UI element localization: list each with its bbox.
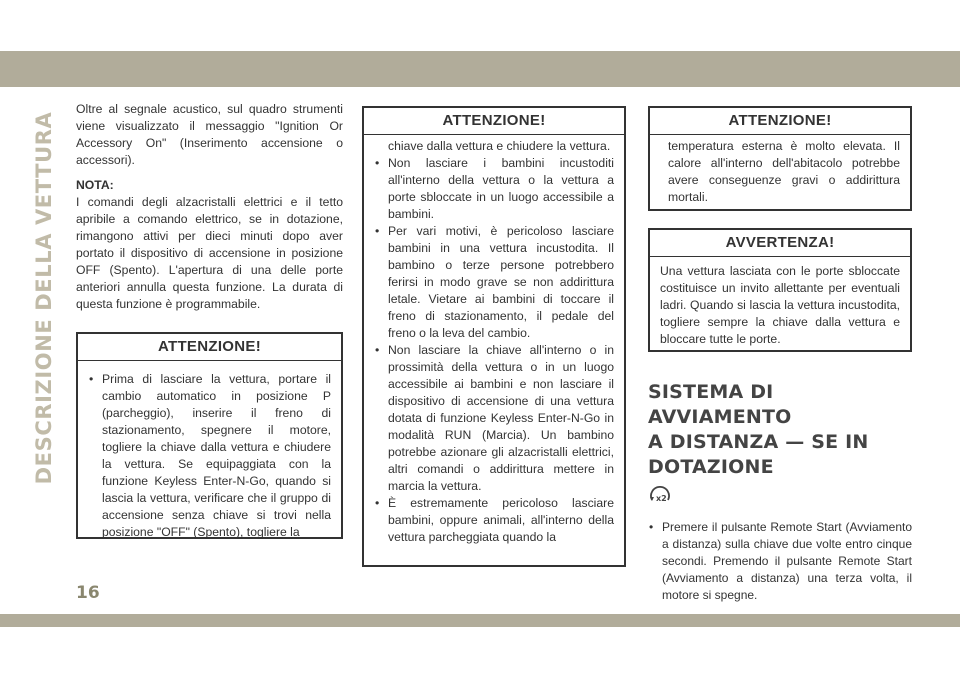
warning-box-left	[76, 332, 343, 539]
warning-item: • Prima di lasciare la vettura, portare il cambio automatico in posizione P (parcheggio), inserire il freno di stazionamento, spegnere il motore, togliere la chiave dalla vettura e chiudere la vettura. Se equipaggiata con la funzione Keyless Enter-N-Go, quando si lascia la vettura, verificare che il gruppo di accensione senza chiave si trovi nella posizione "OFF" (Spento), togliere la	[88, 371, 331, 541]
remote-start-instruction: • Premere il pulsante Remote Start (Avviamento a distanza) sulla chiave due volte entro cinque secondi. Premendo il pulsante Remote Start (Avviamento a distanza) una terza volta, il motore si spegne.	[648, 519, 912, 604]
warning-box-right	[648, 106, 912, 211]
svg-text:x2: x2	[656, 494, 667, 503]
section-title-line: DOTAZIONE	[648, 456, 774, 478]
chapter-title: DESCRIZIONE DELLA VETTURA	[32, 111, 56, 485]
note-paragraph: I comandi degli alzacristalli elettrici e il tetto apribile a comando elettrico, se in dotazione, rimangono attivi per dieci minuti dopo aver portato il dispositivo di accensione in posizione OFF (Spento). L'apertura di una delle porte anteriori annulla questa funzione. La durata di questa funzione è programmabile.	[76, 195, 343, 311]
section-title-line: SISTEMA DI AVVIAMENTO	[648, 381, 792, 428]
warning-item: • Non lasciare la chiave all'interno o in prossimità della vettura o in un luogo accessibile ai bambini e non lasciare il dispositivo di accensione di una vettura dotata di funzione Keyless Enter-N-Go in modalità RUN (Marcia). Un bambino potrebbe azionare gli alzacristalli elettrici, altri comandi o addirittura mettere in marcia la vettura.	[374, 342, 614, 495]
caution-box	[648, 228, 912, 352]
warning-box-middle	[362, 106, 626, 567]
warning-title: ATTENZIONE!	[78, 334, 341, 361]
warning-item: • Per vari motivi, è pericoloso lasciare bambini in una vettura incustodita. Il bambino o terze persone potrebbero ferirsi in modo grave se non addirittura letale. Vietare ai bambini di toccare il freno di stazionamento, il pedale del freno o la leva del cambio.	[374, 223, 614, 342]
note-heading: NOTA:	[76, 178, 114, 192]
bottom-band	[0, 614, 960, 627]
warning-title: ATTENZIONE!	[364, 108, 624, 135]
column-left	[76, 101, 343, 539]
remote-start-section	[648, 380, 912, 604]
warning-continuation: temperatura esterna è molto elevata. Il calore all'interno dell'abitacolo potrebbe avere conseguenze gravi o addirittura mortali.	[668, 139, 900, 204]
page-number: 16	[76, 583, 100, 603]
remote-start-x2-icon	[648, 486, 674, 508]
chapter-sidebar	[24, 108, 64, 488]
warning-item: • Non lasciare i bambini incustoditi all'interno della vettura o la vettura a porte sbloccate in un luogo accessibile a bambini.	[374, 155, 614, 223]
warning-item: • È estremamente pericoloso lasciare bambini, oppure animali, all'interno della vettura parcheggiata quando la	[374, 495, 614, 546]
caution-text: Una vettura lasciata con le porte sbloccate costituisce un invito allettante per eventuali ladri. Quando si lascia la vettura incustodita, togliere sempre la chiave dalla vettura e bloccare tutte le porte.	[660, 264, 900, 346]
warning-title: ATTENZIONE!	[650, 108, 910, 135]
intro-paragraph: Oltre al segnale acustico, sul quadro strumenti viene visualizzato il messaggio "Ignition Or Accessory On" (Inserimento accensione o accessori).	[76, 102, 343, 167]
top-header-band	[0, 51, 960, 87]
column-right	[648, 106, 912, 604]
warning-continuation: chiave dalla vettura e chiudere la vettura.	[388, 139, 611, 153]
caution-title: AVVERTENZA!	[650, 230, 910, 257]
section-title-line: A DISTANZA — SE IN	[648, 431, 869, 453]
column-middle	[362, 106, 626, 567]
